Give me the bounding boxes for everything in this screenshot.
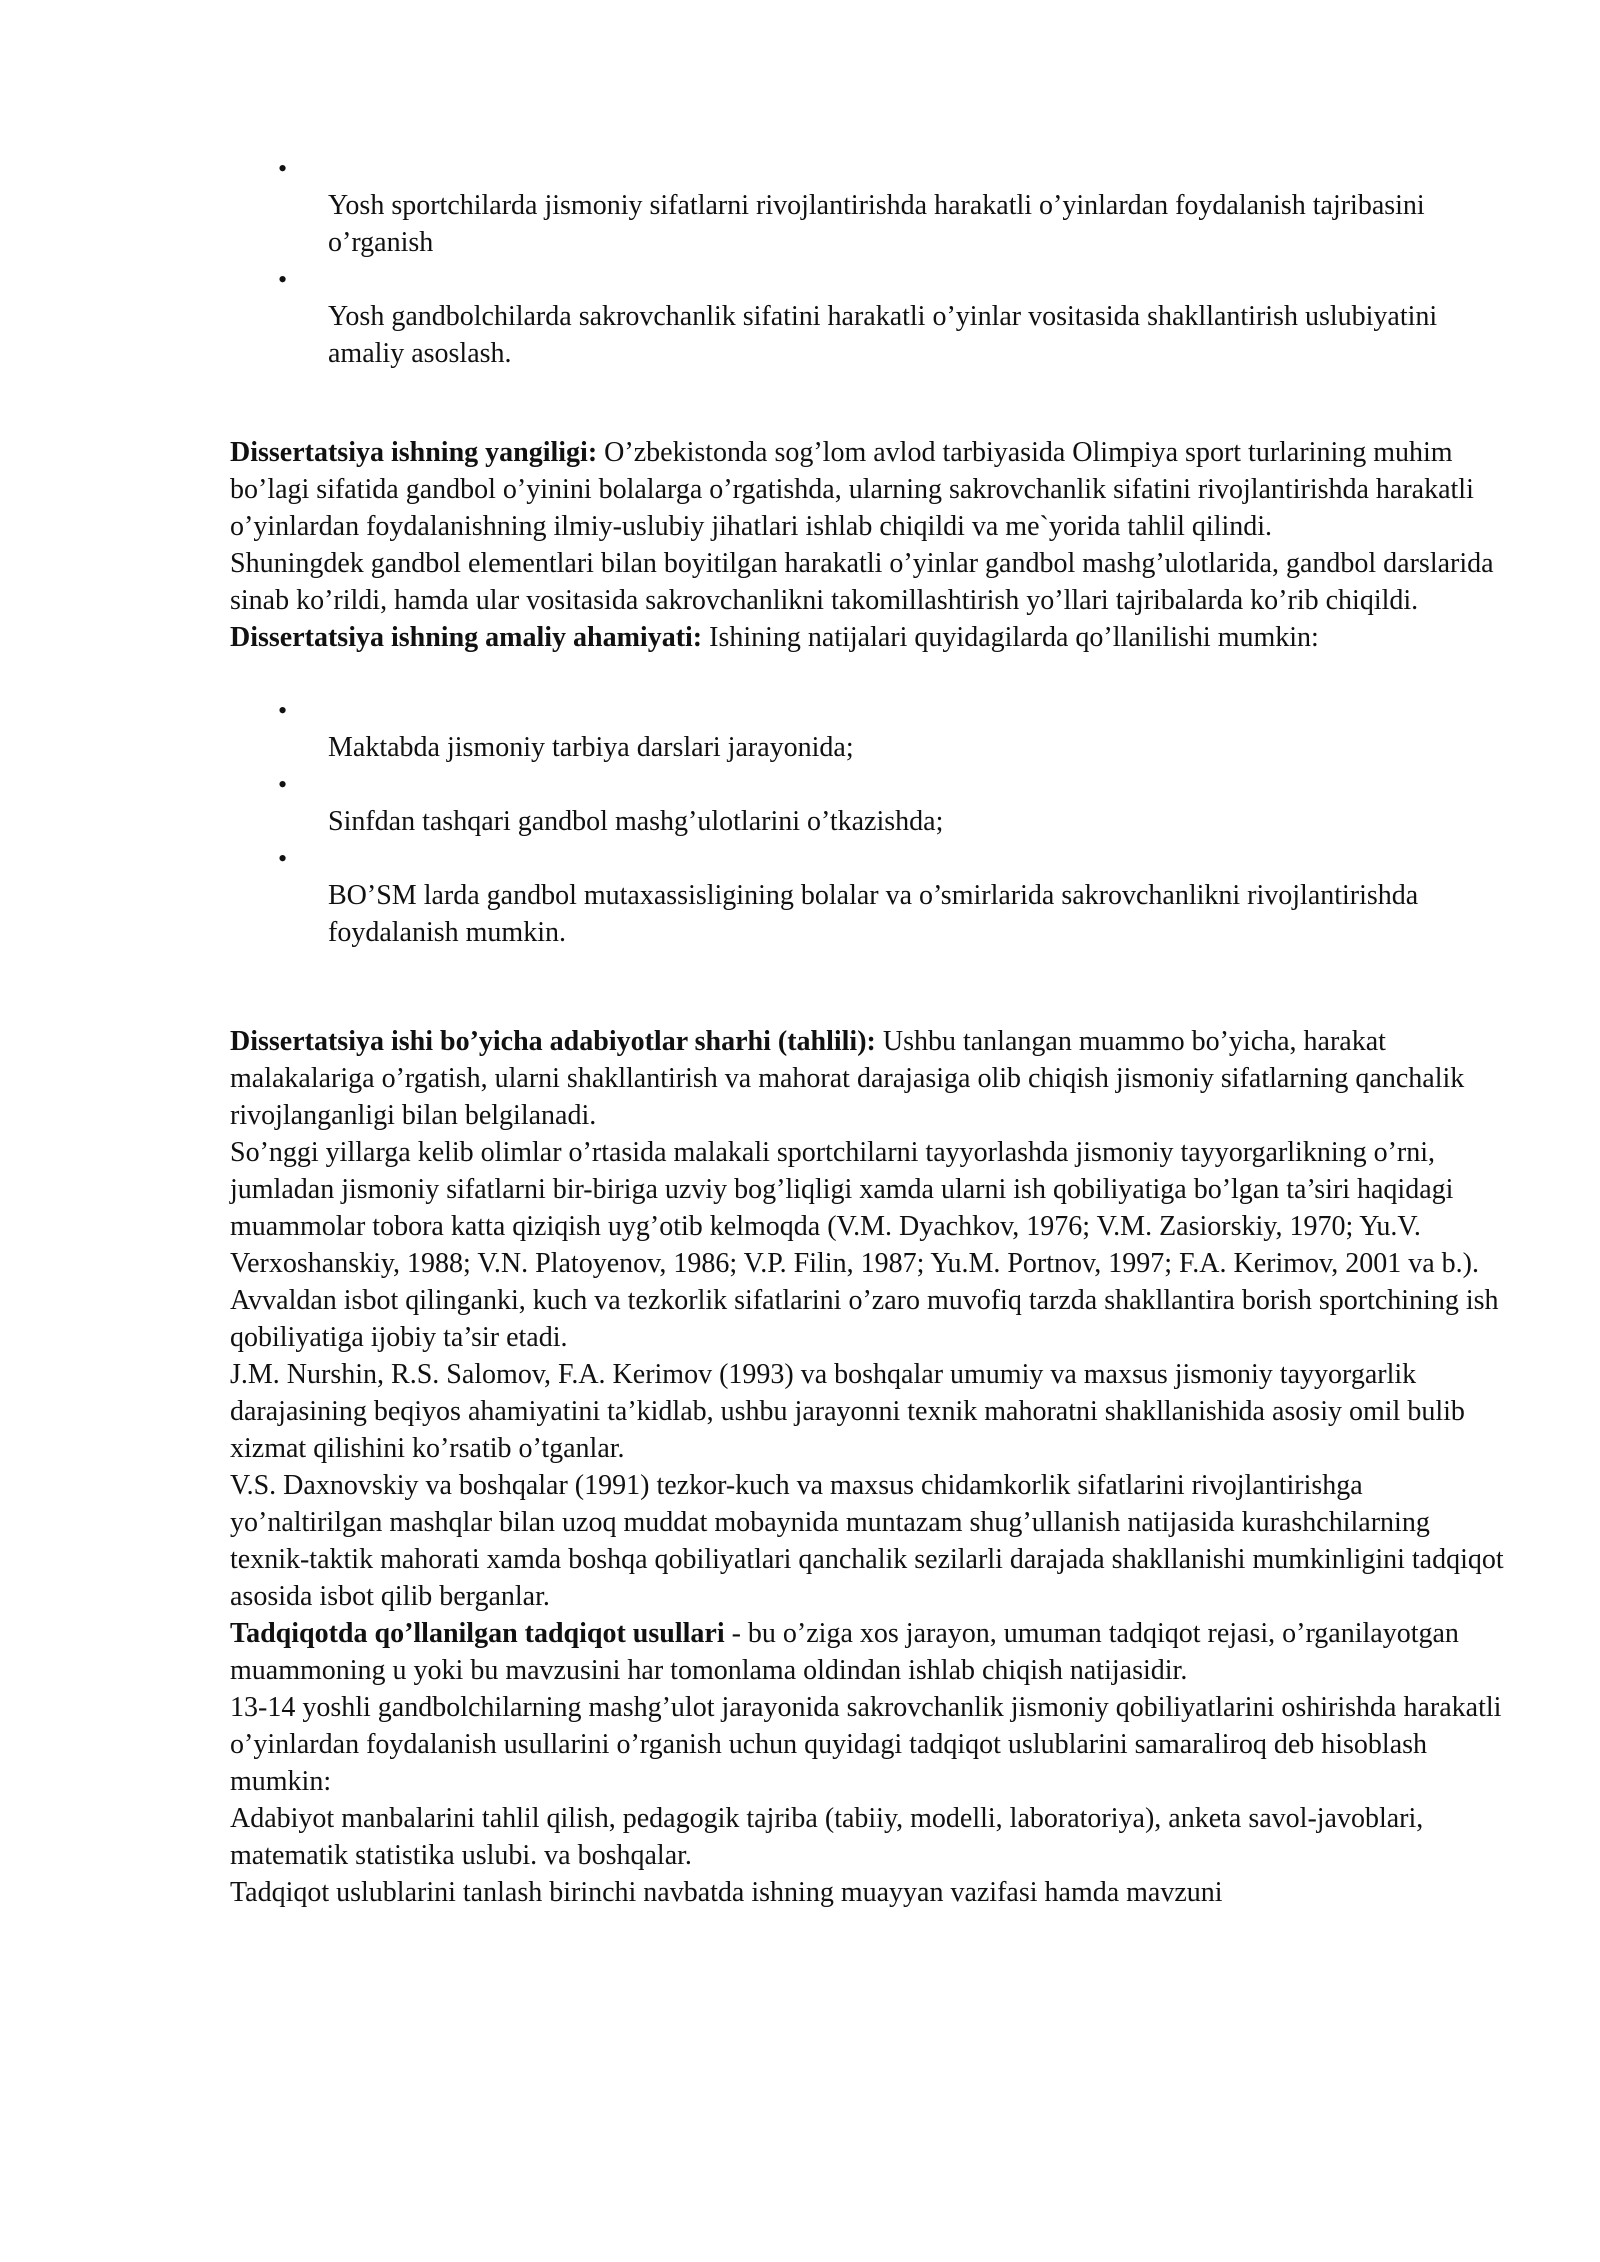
review-paragraph-2: So’nggi yillarga kelib olimlar o’rtasida malakali sportchilarni tayyorlashda jismoniy tayyorgarlikning o’rni, jumladan jismoniy sifatlarni bir-biriga uzviy bog’liqligi xamda ularni ish qobiliyatiga bo’lgan ta’siri haqidagi muammolar tobora katta qiziqish uyg’otib kelmoqda (V.M. Dyachkov, 1976; V.M. Zasiorskiy, 1970; Yu.V. Verxoshanskiy, 1988; V.N. Platoyenov, 1986; V.P. Filin, 1987; Yu.M. Portnov, 1997; F.A. Kerimov, 2001 va b.). Avvaldan isbot qilinganki, kuch va tezkorlik sifatlarini o’zaro muvofiq tarzda shakllantira borish sportchining ish qobiliyatiga ijobiy ta’sir etadi. — [230, 1137, 1499, 1353]
methods-heading: Tadqiqotda qo’llanilgan tadqiqot usullari — [230, 1618, 725, 1649]
review-text: Ushbu tanlangan muammo bo’yicha, harakat malakalariga o’rgatish, ularni shakllantirish va mahorat darajasiga olib chiqish jismoniy sifatlarning qanchalik rivojlanganligi bilan belgilanadi. — [230, 1026, 1465, 1131]
review-paragraph — [230, 1023, 1505, 1134]
novelty-paragraph-2: Shuningdek gandbol elementlari bilan boyitilgan harakatli o’yinlar gandbol mashg’ulotlarida, gandbol darslarida sinab ko’rildi, hamda ular vositasida sakrovchanlikni takomillashtirish yo’llari tajribalarda ko’rib chiqildi. — [230, 548, 1494, 616]
list-item-text: Yosh sportchilarda jismoniy sifatlarni rivojlantirishda harakatli o’yinlardan foydalanish tajribasini o’rganish — [328, 190, 1425, 258]
review-paragraph-3: J.M. Nurshin, R.S. Salomov, F.A. Kerimov (1993) va boshqalar umumiy va maxsus jismoniy tayyorgarlik darajasining beqiyos ahamiyatini ta’kidlab, ushbu jarayonni texnik mahoratni shakllanishida asosiy omil bulib xizmat qilishini ko’rsatib o’tganlar. — [230, 1359, 1465, 1464]
novelty-text: O’zbekistonda sog’lom avlod tarbiyasida Olimpiya sport turlarining muhim bo’lagi sifatida gandbol o’yinini bolalarga o’rgatishda, ularning sakrovchanlik sifatini rivojlantirishda harakatli o’yinlardan foydalanishning ilmiy-uslubiy jihatlari ishlab chiqildi va me`yorida tahlil qilindi. — [230, 437, 1474, 542]
bullet-icon: • — [278, 770, 288, 799]
list-item — [230, 840, 1505, 951]
review-heading: Dissertatsiya ishi bo’yicha adabiyotlar sharhi (tahlili): — [230, 1026, 876, 1057]
methods-paragraph — [230, 1615, 1505, 1689]
document-page — [230, 150, 1505, 1911]
practical-paragraph — [230, 619, 1505, 656]
list-item — [230, 261, 1505, 372]
list-item — [230, 692, 1505, 766]
list-item-text: Yosh gandbolchilarda sakrovchanlik sifatini harakatli o’yinlar vositasida shakllantirish uslubiyatini amaliy asoslash. — [328, 301, 1438, 369]
review-paragraph-4: V.S. Daxnovskiy va boshqalar (1991) tezkor-kuch va maxsus chidamkorlik sifatlarini rivojlantirishga yo’naltirilgan mashqlar bilan uzoq muddat mobaynida muntazam shug’ullanish natijasida kurashchilarning texnik-taktik mahorati xamda boshqa qobiliyatlari qanchalik sezilarli darajada shakllanishi mumkinligini tadqiqot asosida isbot qilib berganlar. — [230, 1470, 1504, 1612]
objectives-list — [230, 150, 1505, 372]
list-item-text: BO’SM larda gandbol mutaxassisligining bolalar va o’smirlarida sakrovchanlikni rivojlantirishda foydalanish mumkin. — [328, 880, 1419, 948]
application-list — [230, 692, 1505, 951]
methods-paragraph-3: Adabiyot manbalarini tahlil qilish, pedagogik tajriba (tabiiy, modelli, laboratoriya), anketa savol-javoblari, matematik statistika uslubi. va boshqalar. — [230, 1803, 1424, 1871]
novelty-heading: Dissertatsiya ishning yangiligi: — [230, 437, 598, 468]
methods-text: - bu o’ziga xos jarayon, umuman tadqiqot rejasi, o’rganilayotgan muammoning u yoki bu mavzusini har tomonlama oldindan ishlab chiqish natijasidir. — [230, 1618, 1459, 1686]
list-item-text: Maktabda jismoniy tarbiya darslari jarayonida; — [328, 732, 854, 763]
novelty-paragraph — [230, 434, 1505, 545]
methods-paragraph-4: Tadqiqot uslublarini tanlash birinchi navbatda ishning muayyan vazifasi hamda mavzuni — [230, 1877, 1223, 1908]
bullet-icon: • — [278, 696, 288, 725]
bullet-icon: • — [278, 265, 288, 294]
list-item-text: Sinfdan tashqari gandbol mashg’ulotlarini o’tkazishda; — [328, 806, 944, 837]
list-item — [230, 766, 1505, 840]
bullet-icon: • — [278, 154, 288, 183]
list-item — [230, 150, 1505, 261]
bullet-icon: • — [278, 844, 288, 873]
practical-text: Ishining natijalari quyidagilarda qo’llanilishi mumkin: — [702, 622, 1319, 653]
methods-paragraph-2: 13-14 yoshli gandbolchilarning mashg’ulot jarayonida sakrovchanlik jismoniy qobiliyatlarini oshirishda harakatli o’yinlardan foydalanish usullarini o’rganish uchun quyidagi tadqiqot uslublarini samaraliroq deb hisoblash mumkin: — [230, 1692, 1502, 1797]
practical-heading: Dissertatsiya ishning amaliy ahamiyati: — [230, 622, 703, 653]
